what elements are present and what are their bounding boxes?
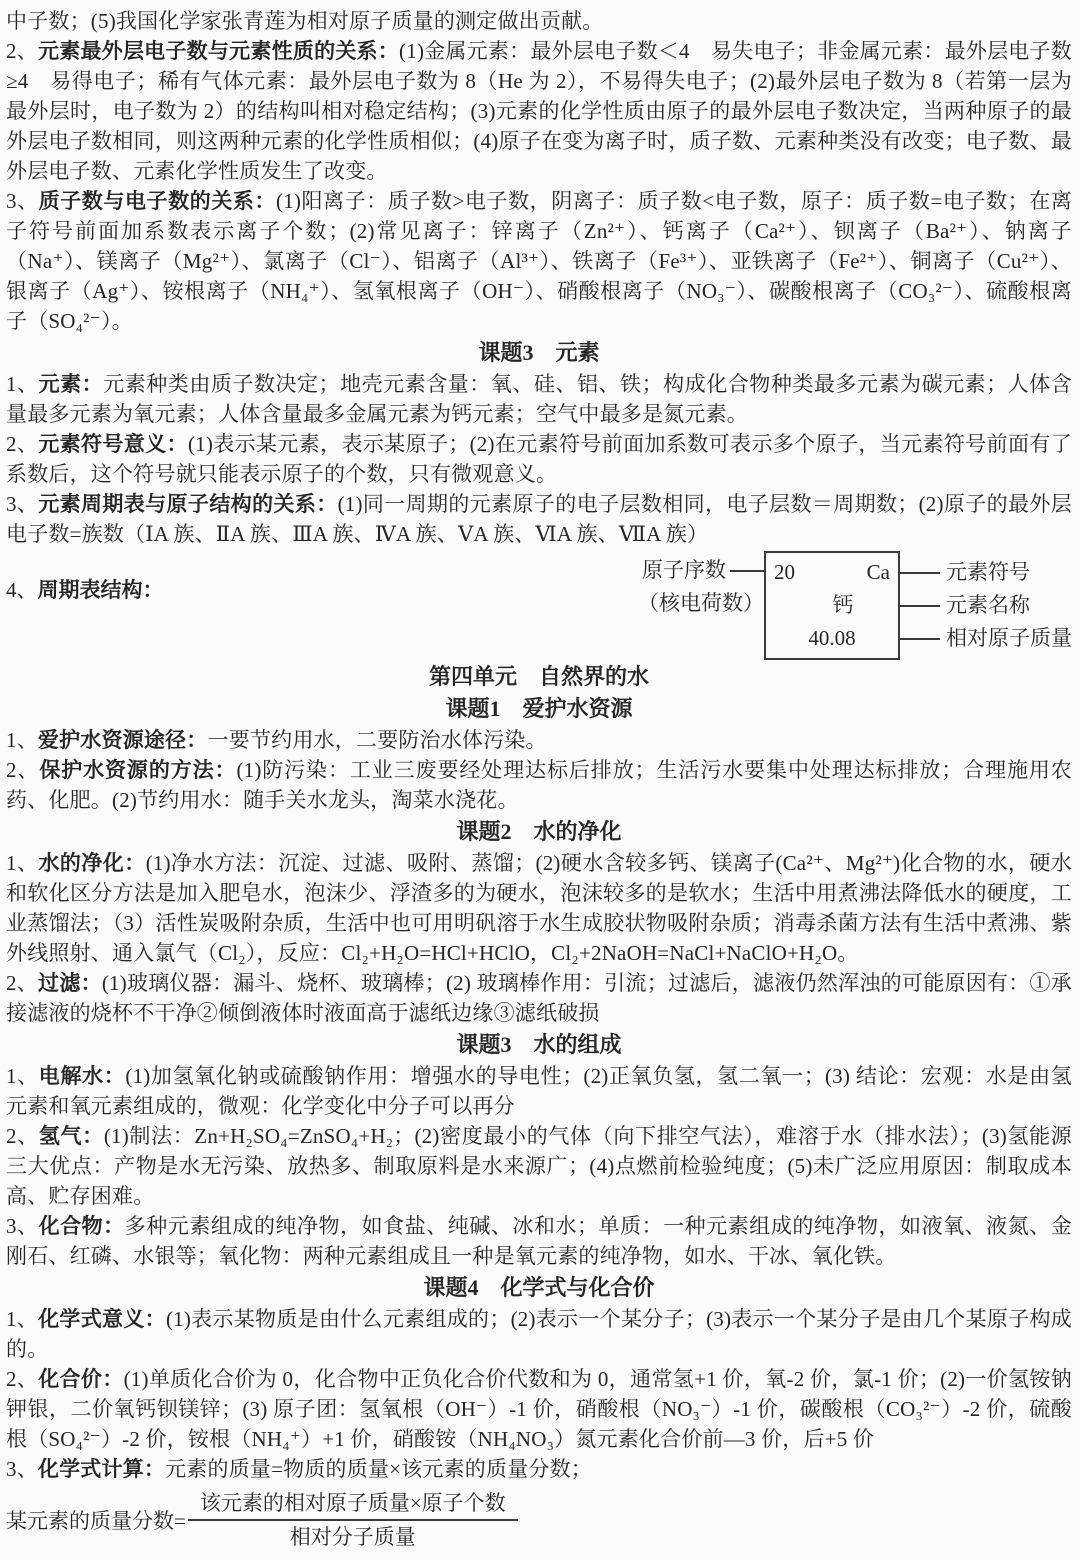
note-item-periodic-structure [6,549,1072,660]
item-label: 过滤： [38,971,102,995]
item-number: 3、 [6,1214,39,1238]
item-label: 元素最外层电子数与元素性质的关系： [37,39,400,63]
note-item-filtration [6,968,1072,1028]
item-number: 1、 [6,851,39,875]
item-text: (1)同一周期的元素原子的电子层数相同，电子层数＝周期数；(2)原子的最外层电子数=族数（ⅠA 族、ⅡA 族、ⅢA 族、ⅣA 族、ⅤA 族、ⅥA 族、ⅦA 族） [6,492,1072,546]
section-heading-topic3-water-composition: 课题3 水的组成 [456,1032,622,1057]
item-text: (1)玻璃仪器：漏斗、烧杯、玻璃棒；(2) 玻璃棒作用：引流；过滤后，滤液仍然浑浊的可能原因有：①承接滤液的烧杯不干净②倾倒液体时液面高于滤纸边缘③滤纸破损 [6,971,1073,1025]
item-label: 元素周期表与原子结构的关系： [38,492,338,516]
item-label: 爱护水资源途径： [37,728,208,752]
note-item-protons-electrons [6,186,1072,336]
formula-denominator: 相对分子质量 [289,1525,416,1549]
diagram-right-labels [900,551,1072,655]
element-name-value: 钙 [832,593,854,617]
item-number: 2、 [6,39,38,63]
item-label: 周期表结构： [37,578,164,602]
paragraph-continuation: 中子数；(5)我国化学家张青莲为相对原子质量的测定做出贡献。 [6,9,604,33]
item-text: 元素种类由质子数决定；地壳元素含量：氧、硅、铝、铁；构成化合物种类最多元素为碳元素；人体含量最多元素为氧元素；人体含量最多金属元素为钙元素；空气中最多是氮元素。 [6,372,1072,426]
item-number: 1、 [6,1307,39,1331]
item-text: (1)制法：Zn+H₂SO₄=ZnSO₄+H₂；(2)密度最小的气体（向下排空气法），难溶于水（排水法）；(3)氢能源三大优点：产物是水无污染、放热多、制取原料是水来源广；(4)点燃前检验纯度；(5)未广泛应用原因：制取成本高、贮存困难。 [6,1124,1072,1208]
item-label: 元素符号意义： [38,432,188,456]
formula-fraction [188,1490,518,1550]
diagram-left-labels [638,551,764,620]
item-label: 质子数与电子数的关系： [38,189,277,213]
item-text: (1)表示某元素，表示某原子；(2)在元素符号前面加系数可表示多个原子，当元素符号前面有了系数后，这个符号就只能表示原子的个数，只有微观意义。 [6,432,1072,486]
section-heading-topic3-elements: 课题3 元素 [478,340,600,365]
item-number: 2、 [6,1367,39,1391]
item-text: (1)金属元素：最外层电子数＜4 易失电子；非金属元素：最外层电子数≥4 易得电子；稀有气体元素：最外层电子数为 8（He 为 2），不易得失电子；(2)最外层电子数为 8（若第一层为最外层时，电子数为 2）的结构叫相对稳定结构；(3)元素的化学性质由原子的最外层电子数决定，当两种原子的最外层电子数相同，则这两种元素的化学性质相似；(4)原子在变为离子时，质子数、元素种类没有改变；电子数、最外层电子数、元素化学性质发生了改变。 [6,39,1072,183]
item-label: 电解水： [38,1064,126,1088]
item-text: 多种元素组成的纯净物，如食盐、纯碱、冰和水；单质：一种元素组成的纯净物，如液氧、液氮、金刚石、红磷、水银等；氧化物：两种元素组成且一种是氧元素的纯净物，如水、干冰、氧化铁。 [6,1214,1072,1268]
item-number: 2、 [6,758,40,782]
nuclear-charge-label: （核电荷数） [638,591,764,615]
note-item-formula-meaning [6,1304,1072,1364]
cell-row-number-symbol [774,556,890,589]
item-label: 化学式计算： [37,1457,166,1481]
note-item-water-protect-ways [6,725,1072,755]
item-number: 3、 [6,492,39,516]
section-heading-topic4-formula-valence: 课题4 化学式与化合价 [423,1275,655,1300]
item-text: (1)净水方法：沉淀、过滤、吸附、蒸馏；(2)硬水含较多钙、镁离子(Ca²⁺、Mg²⁺)化合物的水，硬水和软化区分方法是加入肥皂水，泡沫少、浮渣多的为硬水，泡沫较多的是软水；生活中用煮沸法降低水的硬度，工业蒸馏法；（3）活性炭吸附杂质，生活中也可用明矾溶于水生成胶状物吸附杂质；消毒杀菌方法有生活中煮沸、紫外线照射、通入氯气（Cl₂），反应：Cl₂+H₂O=HCl+HClO，Cl₂+2NaOH=NaCl+NaClO+H₂O。 [6,851,1073,965]
item-text: (1)防污染：工业三废要经处理达标后排放；生活污水要集中处理达标排放；合理施用农药、化肥。(2)节约用水：随手关水龙头，淘菜水浇花。 [6,758,1072,812]
note-item-electrolysis [6,1061,1072,1121]
note-item-water-purification [6,848,1072,968]
mass-fraction-formula [6,1490,1072,1550]
formula-numerator: 该元素的相对原子质量×原子个数 [188,1490,518,1521]
note-item-hydrogen [6,1121,1072,1211]
item-number: 2、 [6,971,39,995]
item-text: (1)阳离子：质子数>电子数，阴离子：质子数<电子数，原子：质子数=电子数；在离子符号前面加系数表示离子个数；(2)常见离子：锌离子（Zn²⁺）、钙离子（Ca²⁺）、钡离子（Ba²⁺）、钠离子（Na⁺）、镁离子（Mg²⁺）、氯离子（Cl⁻）、铝离子（Al³⁺）、铁离子（Fe³⁺）、亚铁离子（Fe²⁺）、铜离子（Cu²⁺）、银离子（Ag⁺）、铵根离子（NH₄⁺）、氢氧根离子（OH⁻）、硝酸根离子（NO₃⁻）、碳酸根离子（CO₃²⁻）、硫酸根离子（SO₄²⁻）。 [6,189,1072,333]
section-heading-topic1-protect-water: 课题1 爱护水资源 [445,696,633,721]
item-label: 化合价： [38,1367,124,1391]
element-name-label: 元素名称 [900,589,1072,622]
item-number: 4、 [6,578,38,602]
item-text: (1)单质化合价为 0，化合物中正负化合价代数和为 0，通常氢+1 价，氧-2 价，氯-1 价；(2)一价氢铵钠钾银，二价氧钙钡镁锌；(3) 原子团：氢氧根（OH⁻）-1 价，硝酸根（NO₃⁻）-1 价，碳酸根（CO₃²⁻）-2 价，硫酸根（SO₄²⁻）-2 价，铵根（NH₄⁺）+1 价，硝酸铵（NH₄NO₃）氮元素化合价前—3 价，后+5 价 [6,1367,1072,1451]
atomic-number-value: 20 [774,560,795,584]
note-item-symbol-meaning [6,429,1072,489]
item-lead [6,575,164,605]
item-text: 一要节约用水，二要防治水体污染。 [207,728,547,752]
note-item-formula-calculation [6,1454,1072,1484]
formula-lhs: 某元素的质量分数= [6,1509,186,1533]
element-cell-diagram [638,549,1072,660]
item-text: 元素的质量=物质的质量×该元素的质量分数； [165,1457,592,1481]
relative-atomic-mass-label: 相对原子质量 [900,622,1072,655]
item-number: 3、 [6,1457,38,1481]
note-item-outer-electrons [6,36,1072,186]
unit-heading-water: 第四单元 自然界的水 [428,664,649,689]
note-item-valence [6,1364,1072,1454]
atomic-mass-value: 40.08 [808,626,856,650]
item-number: 2、 [6,432,39,456]
element-symbol-value: Ca [866,560,890,584]
item-text: (1)表示某物质是由什么元素组成的；(2)表示一个某分子；(3)表示一个某分子是由几个某原子构成的。 [6,1307,1072,1361]
item-number: 1、 [6,1064,39,1088]
atomic-number-label: 原子序数 [642,554,764,587]
note-item-element [6,369,1072,429]
item-label: 元素： [38,372,104,396]
item-label: 保护水资源的方法： [39,758,237,782]
item-number: 1、 [6,728,38,752]
item-label: 化合物： [38,1214,125,1238]
item-number: 1、 [6,372,39,396]
section-heading-topic2-purification: 课题2 水的净化 [456,819,622,844]
item-label: 化学式意义： [38,1307,166,1331]
item-label: 氢气： [38,1124,104,1148]
note-item-compound [6,1211,1072,1271]
note-item-water-protect-methods [6,755,1072,815]
item-number: 2、 [6,1124,39,1148]
item-number: 3、 [6,189,39,213]
element-cell-box [764,551,900,660]
note-item-periodic-relation [6,489,1072,549]
item-text: (1)加氢氧化钠或硫酸钠作用：增强水的导电性；(2)正氧负氢，氢二氧一；(3) 结论：宏观：水是由氢元素和氧元素组成的，微观：化学变化中分子可以再分 [6,1064,1072,1118]
item-label: 水的净化： [38,851,146,875]
element-symbol-label: 元素符号 [900,556,1072,589]
